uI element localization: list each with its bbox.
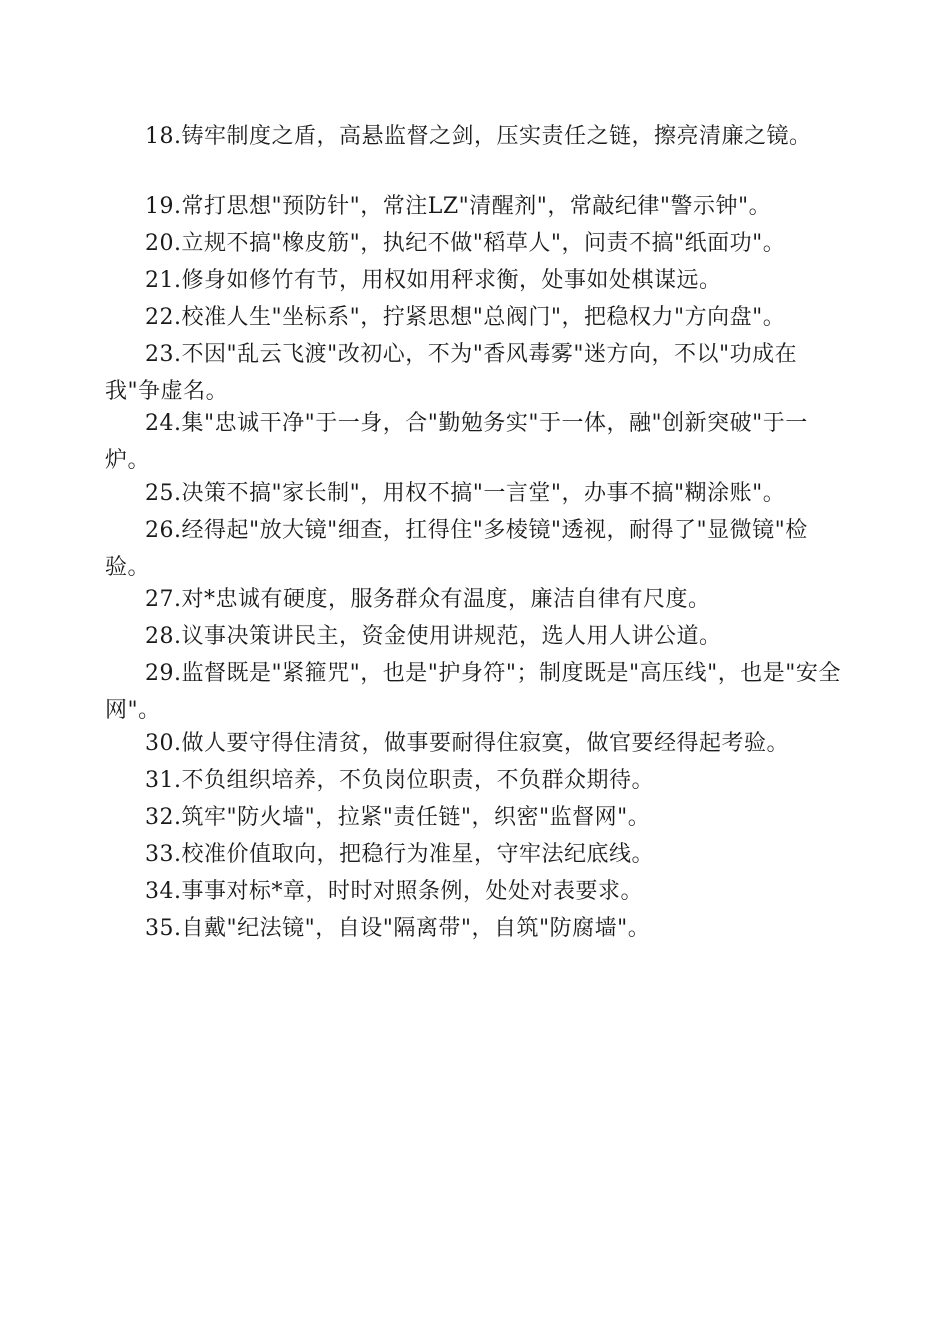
list-item-30: 30.做人要守得住清贫，做事要耐得住寂寞，做官要经得起考验。 bbox=[145, 731, 789, 756]
list-item-26: 26.经得起"放大镜"细查，扛得住"多棱镜"透视，耐得了"显微镜"检验。 bbox=[105, 518, 808, 580]
list-item-19: 19.常打思想"预防针"，常注LZ"清醒剂"，常敲纪律"警示钟"。 bbox=[145, 194, 772, 219]
list-item-35: 35.自戴"纪法镜"，自设"隔离带"，自筑"防腐墙"。 bbox=[145, 916, 651, 941]
list-item-32: 32.筑牢"防火墙"，拉紧"责任链"，织密"监督网"。 bbox=[145, 805, 651, 830]
list-item-31: 31.不负组织培养，不负岗位职责，不负群众期待。 bbox=[145, 768, 654, 793]
list-item-25: 25.决策不搞"家长制"，用权不搞"一言堂"，办事不搞"糊涂账"。 bbox=[145, 481, 786, 506]
list-item-21: 21.修身如修竹有节，用权如用秤求衡，处事如处棋谋远。 bbox=[145, 268, 722, 293]
list-item-22: 22.校准人生"坐标系"，拧紧思想"总阀门"，把稳权力"方向盘"。 bbox=[145, 305, 786, 330]
list-item-34: 34.事事对标*章，时时对照条例，处处对表要求。 bbox=[145, 879, 643, 904]
list-item-24: 24.集"忠诚干净"于一身，合"勤勉务实"于一体，融"创新突破"于一炉。 bbox=[105, 411, 808, 473]
list-item-33: 33.校准价值取向，把稳行为准星，守牢法纪底线。 bbox=[145, 842, 654, 867]
list-item-27: 27.对*忠诚有硬度，服务群众有温度，廉洁自律有尺度。 bbox=[145, 587, 711, 612]
list-item-23: 23.不因"乱云飞渡"改初心，不为"香风毒雾"迷方向，不以"功成在我"争虚名。 bbox=[105, 342, 798, 404]
list-item-20: 20.立规不搞"橡皮筋"，执纪不做"稻草人"，问责不搞"纸面功"。 bbox=[145, 231, 786, 256]
list-item-29: 29.监督既是"紧箍咒"，也是"护身符"；制度既是"高压线"，也是"安全网"。 bbox=[105, 661, 841, 723]
list-item-28: 28.议事决策讲民主，资金使用讲规范，选人用人讲公道。 bbox=[145, 624, 722, 649]
list-item-18: 18.铸牢制度之盾，高悬监督之剑，压实责任之链，擦亮清廉之镜。 bbox=[145, 124, 812, 149]
